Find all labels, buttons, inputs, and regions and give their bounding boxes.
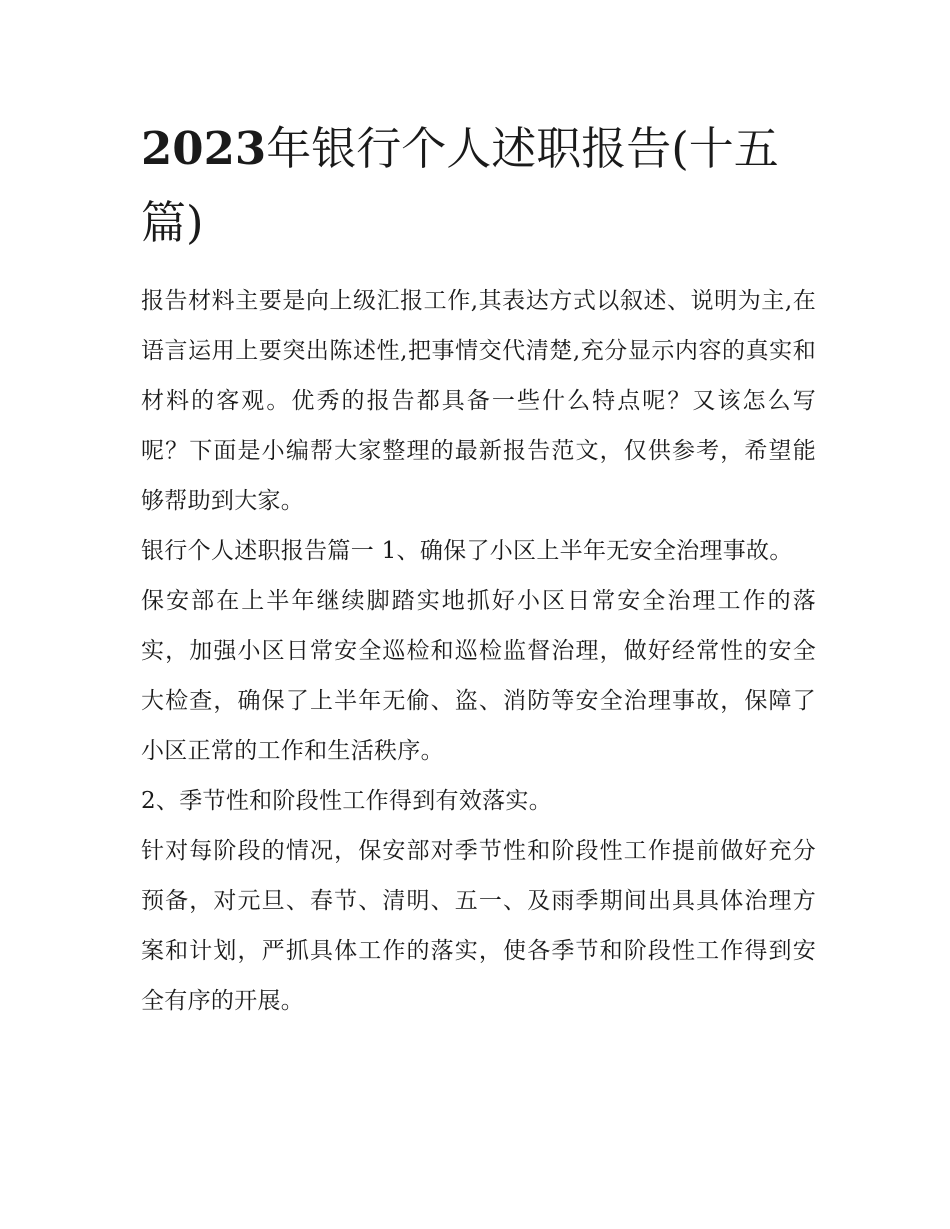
title-year: 2023: [141, 122, 267, 175]
document-title: [141, 112, 816, 260]
paragraph-section-heading: 银行个人述职报告篇一 1、确保了小区上半年无安全治理事故。: [141, 538, 793, 564]
title-text: 年银行个人述职报告(十五篇): [141, 122, 779, 249]
paragraph-seasonal-heading: 2、季节性和阶段性工作得到有效落实。: [141, 788, 553, 814]
paragraph-intro: 报告材料主要是向上级汇报工作,其表达方式以叙述、说明为主,在语言运用上要突出陈述性,把事情交代清楚,充分显示内容的真实和材料的客观。优秀的报告都具备一些什么特点呢？又该怎么写呢？下面是小编帮大家整理的最新报告范文，仅供参考，希望能够帮助到大家。: [141, 288, 816, 514]
document-body: [141, 112, 816, 1026]
paragraph-seasonal-work: 针对每阶段的情况，保安部对季节性和阶段性工作提前做好充分预备，对元旦、春节、清明、五一、及雨季期间出具具体治理方案和计划，严抓具体工作的落实，使各季节和阶段性工作得到安全有序的开展。: [141, 838, 816, 1014]
paragraph-security-work: 保安部在上半年继续脚踏实地抓好小区日常安全治理工作的落实，加强小区日常安全巡检和巡检监督治理，做好经常性的安全大检查，确保了上半年无偷、盗、消防等安全治理事故，保障了小区正常的工作和生活秩序。: [141, 588, 816, 764]
